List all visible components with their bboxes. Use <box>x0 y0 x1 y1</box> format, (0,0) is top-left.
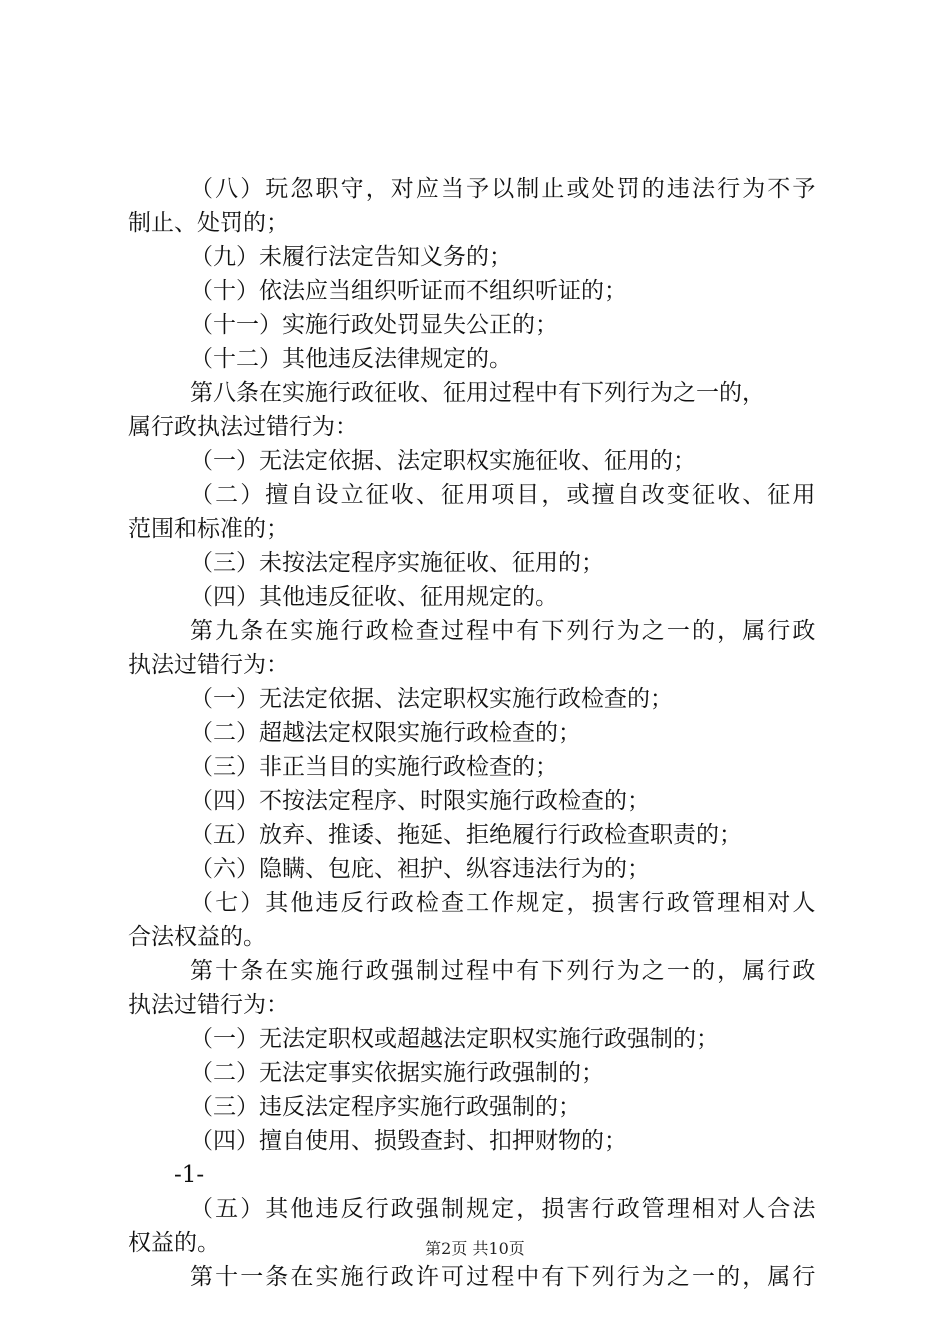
text-line: （一）无法定依据、法定职权实施行政检查的； <box>190 686 673 712</box>
article-heading-8: 第八条在实施行政征收、征用过程中有下列行为之一的， <box>190 380 765 406</box>
text-line: 权益的。 <box>128 1230 220 1256</box>
inline-page-number: -1- <box>174 1162 205 1188</box>
text-line: （六）隐瞒、包庇、袒护、纵容违法行为的； <box>190 856 650 882</box>
article-heading-10: 第十条在实施行政强制过程中有下列行为之一的，属行政 <box>190 958 818 984</box>
article-heading-9: 第九条在实施行政检查过程中有下列行为之一的，属行政 <box>190 618 818 644</box>
document-body <box>128 172 828 1294</box>
text-line: （十二）其他违反法律规定的。 <box>190 346 512 372</box>
text-line: （四）不按法定程序、时限实施行政检查的； <box>190 788 650 814</box>
text-line: （二）擅自设立征收、征用项目，或擅自改变征收、征用 <box>190 482 818 508</box>
text-line: 执法过错行为： <box>128 652 289 678</box>
text-line: （九）未履行法定告知义务的； <box>190 244 512 270</box>
text-line: （三）未按法定程序实施征收、征用的； <box>190 550 604 576</box>
page-footer: 第2页 共10页 <box>425 1239 525 1258</box>
text-line: （七）其他违反行政检查工作规定，损害行政管理相对人 <box>190 890 818 916</box>
text-line: （五）其他违反行政强制规定，损害行政管理相对人合法 <box>190 1196 818 1222</box>
text-line: 属行政执法过错行为： <box>128 414 358 440</box>
text-line: 范围和标准的； <box>128 516 289 542</box>
text-line: （二）超越法定权限实施行政检查的； <box>190 720 581 746</box>
text-line: （二）无法定事实依据实施行政强制的； <box>190 1060 604 1086</box>
text-line: 执法过错行为： <box>128 992 289 1018</box>
text-line: 制止、处罚的； <box>128 210 289 236</box>
text-line: （一）无法定职权或超越法定职权实施行政强制的； <box>190 1026 719 1052</box>
text-line: （五）放弃、推诿、拖延、拒绝履行行政检查职责的； <box>190 822 742 848</box>
text-line: （八）玩忽职守，对应当予以制止或处罚的违法行为不予 <box>190 176 818 202</box>
text-line: （十）依法应当组织听证而不组织听证的； <box>190 278 627 304</box>
text-line: （十一）实施行政处罚显失公正的； <box>190 312 558 338</box>
text-line: 合法权益的。 <box>128 924 266 950</box>
text-line: （三）非正当目的实施行政检查的； <box>190 754 558 780</box>
text-line: （四）其他违反征收、征用规定的。 <box>190 584 558 610</box>
text-line: （三）违反法定程序实施行政强制的； <box>190 1094 581 1120</box>
text-line: （一）无法定依据、法定职权实施征收、征用的； <box>190 448 696 474</box>
article-heading-11: 第十一条在实施行政许可过程中有下列行为之一的，属行 <box>190 1264 818 1290</box>
text-line: （四）擅自使用、损毁查封、扣押财物的； <box>190 1128 627 1154</box>
